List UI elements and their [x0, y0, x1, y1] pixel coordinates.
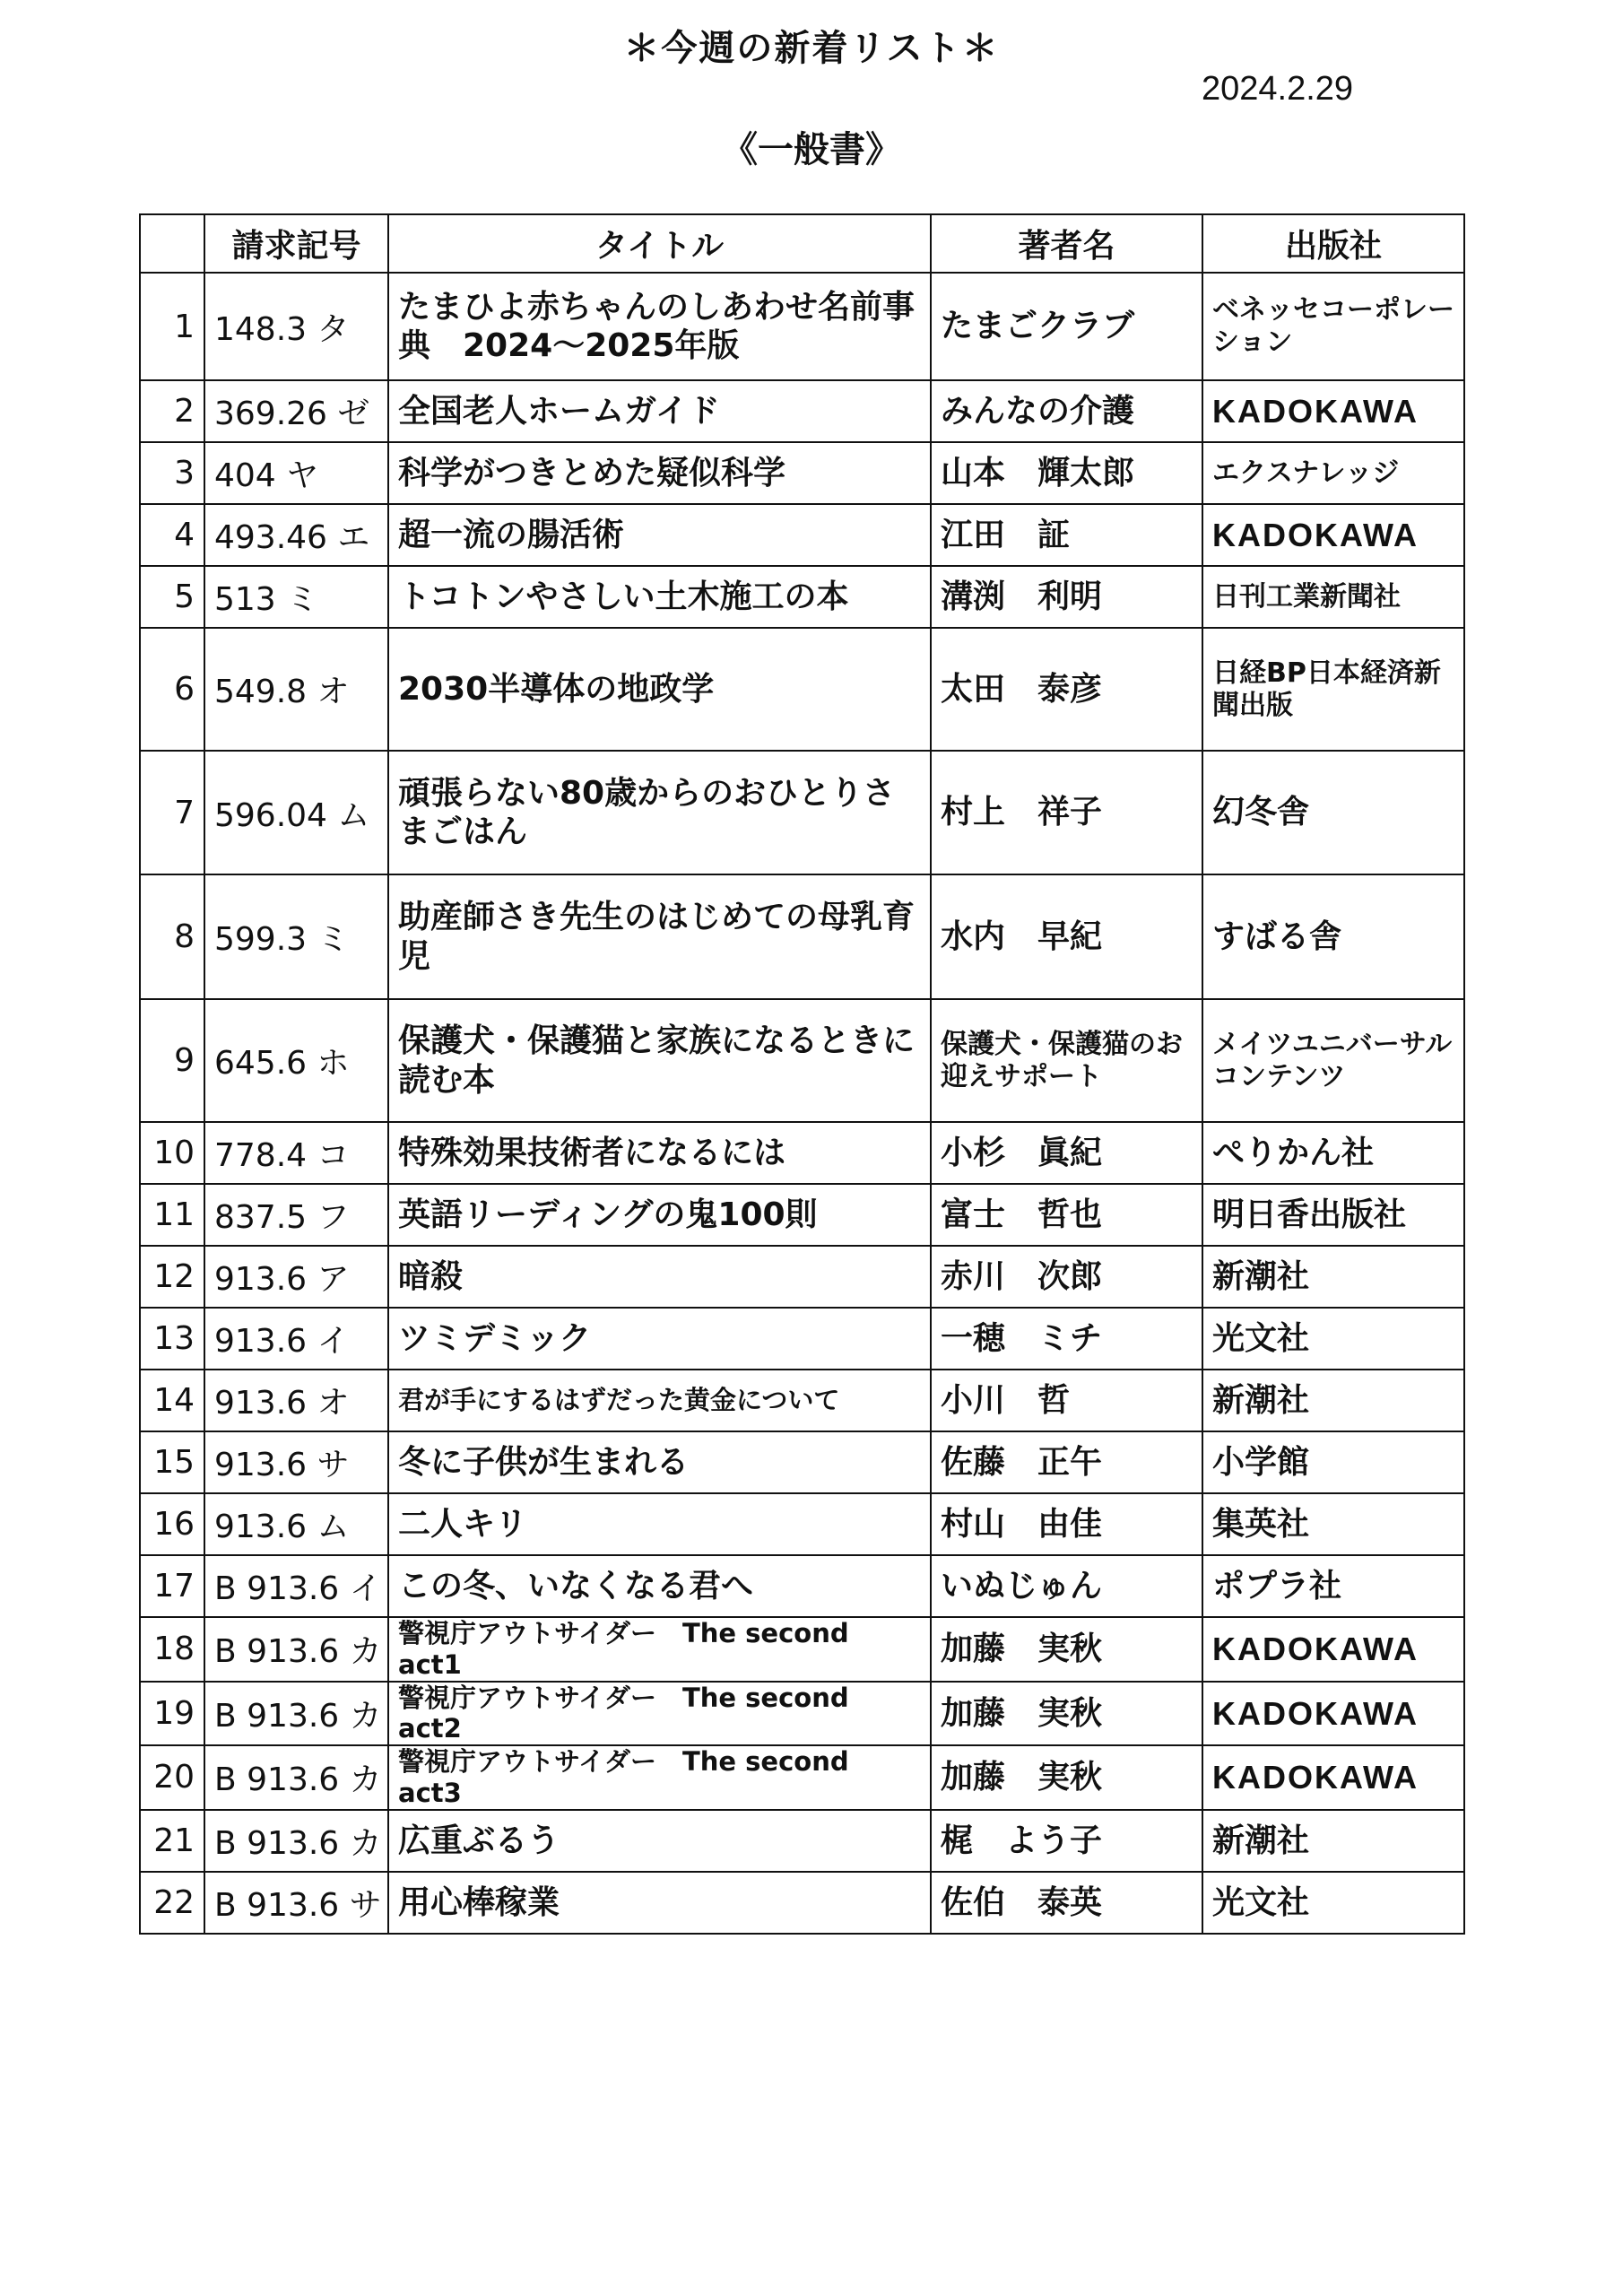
- publisher-name: ポプラ社: [1202, 1555, 1464, 1617]
- book-title: 全国老人ホームガイド: [388, 380, 931, 442]
- row-number: 22: [140, 1872, 204, 1934]
- publisher-name: KADOKAWA: [1202, 380, 1464, 442]
- table-row: [140, 1872, 1464, 1934]
- publisher-name: 新潮社: [1202, 1370, 1464, 1431]
- call-number: 837.5 フ: [204, 1184, 388, 1246]
- table-row: [140, 751, 1464, 874]
- call-number: B 913.6 カ: [204, 1682, 388, 1746]
- author-name: 加藤 実秋: [931, 1617, 1202, 1682]
- table-header-row: [140, 214, 1464, 273]
- call-number: 913.6 ム: [204, 1493, 388, 1555]
- row-number: 16: [140, 1493, 204, 1555]
- publisher-name: KADOKAWA: [1202, 1745, 1464, 1810]
- row-number: 14: [140, 1370, 204, 1431]
- publisher-name: 光文社: [1202, 1308, 1464, 1370]
- row-number: 15: [140, 1431, 204, 1493]
- author-name: 佐藤 正午: [931, 1431, 1202, 1493]
- author-name: 佐伯 泰英: [931, 1872, 1202, 1934]
- row-number: 11: [140, 1184, 204, 1246]
- call-number: B 913.6 サ: [204, 1872, 388, 1934]
- book-title: 君が手にするはずだった黄金について: [388, 1370, 931, 1431]
- book-title: 暗殺: [388, 1246, 931, 1308]
- table-row: [140, 566, 1464, 628]
- book-title: トコトンやさしい土木施工の本: [388, 566, 931, 628]
- call-number: 148.3 タ: [204, 273, 388, 380]
- publisher-name: 小学館: [1202, 1431, 1464, 1493]
- book-title: 保護犬・保護猫と家族になるときに読む本: [388, 999, 931, 1122]
- publisher-name: KADOKAWA: [1202, 504, 1464, 566]
- publisher-name: 日刊工業新聞社: [1202, 566, 1464, 628]
- book-title: 超一流の腸活術: [388, 504, 931, 566]
- row-number: 19: [140, 1682, 204, 1746]
- call-number: 513 ミ: [204, 566, 388, 628]
- call-number: B 913.6 カ: [204, 1617, 388, 1682]
- table-row: [140, 273, 1464, 380]
- call-number: 645.6 ホ: [204, 999, 388, 1122]
- new-arrivals-table: [139, 213, 1465, 1935]
- author-name: 一穂 ミチ: [931, 1308, 1202, 1370]
- author-name: いぬじゅん: [931, 1555, 1202, 1617]
- author-name: 富士 哲也: [931, 1184, 1202, 1246]
- row-number: 17: [140, 1555, 204, 1617]
- column-header-publisher: 出版社: [1202, 214, 1464, 273]
- author-name: 赤川 次郎: [931, 1246, 1202, 1308]
- table-row: [140, 442, 1464, 504]
- book-title: 科学がつきとめた疑似科学: [388, 442, 931, 504]
- book-title: 特殊効果技術者になるには: [388, 1122, 931, 1184]
- book-title: 二人キリ: [388, 1493, 931, 1555]
- table-row: [140, 1308, 1464, 1370]
- publisher-name: 幻冬舎: [1202, 751, 1464, 874]
- book-title: 2030半導体の地政学: [388, 628, 931, 751]
- call-number: 404 ヤ: [204, 442, 388, 504]
- publisher-name: ベネッセコーポレーション: [1202, 273, 1464, 380]
- book-title: 警視庁アウトサイダー The second act1: [388, 1617, 931, 1682]
- publisher-name: エクスナレッジ: [1202, 442, 1464, 504]
- call-number: 913.6 ア: [204, 1246, 388, 1308]
- author-name: 加藤 実秋: [931, 1745, 1202, 1810]
- table-row: [140, 504, 1464, 566]
- call-number: B 913.6 イ: [204, 1555, 388, 1617]
- row-number: 12: [140, 1246, 204, 1308]
- publisher-name: 光文社: [1202, 1872, 1464, 1934]
- column-header-no: [140, 214, 204, 273]
- row-number: 21: [140, 1810, 204, 1872]
- book-title: この冬、いなくなる君へ: [388, 1555, 931, 1617]
- call-number: 913.6 イ: [204, 1308, 388, 1370]
- table-row: [140, 874, 1464, 999]
- table-row: [140, 1493, 1464, 1555]
- table-row: [140, 1682, 1464, 1746]
- column-header-call-number: 請求記号: [204, 214, 388, 273]
- publisher-name: KADOKAWA: [1202, 1682, 1464, 1746]
- publisher-name: 明日香出版社: [1202, 1184, 1464, 1246]
- column-header-title: タイトル: [388, 214, 931, 273]
- row-number: 4: [140, 504, 204, 566]
- publisher-name: 新潮社: [1202, 1246, 1464, 1308]
- table-row: [140, 1431, 1464, 1493]
- book-title: 助産師さき先生のはじめての母乳育児: [388, 874, 931, 999]
- table-row: [140, 999, 1464, 1122]
- page-title: ＊今週の新着リスト＊: [623, 28, 1000, 69]
- row-number: 2: [140, 380, 204, 442]
- book-title: たまひよ赤ちゃんのしあわせ名前事典 2024～2025年版: [388, 273, 931, 380]
- table-row: [140, 1184, 1464, 1246]
- call-number: 913.6 サ: [204, 1431, 388, 1493]
- author-name: たまごクラブ: [931, 273, 1202, 380]
- column-header-author: 著者名: [931, 214, 1202, 273]
- call-number: 549.8 オ: [204, 628, 388, 751]
- table-row: [140, 380, 1464, 442]
- table-row: [140, 1810, 1464, 1872]
- list-date: 2024.2.29: [1202, 70, 1354, 108]
- row-number: 10: [140, 1122, 204, 1184]
- row-number: 13: [140, 1308, 204, 1370]
- row-number: 8: [140, 874, 204, 999]
- book-title: 頑張らない80歳からのおひとりさまごはん: [388, 751, 931, 874]
- row-number: 18: [140, 1617, 204, 1682]
- publisher-name: メイツユニバーサルコンテンツ: [1202, 999, 1464, 1122]
- author-name: 村山 由佳: [931, 1493, 1202, 1555]
- row-number: 5: [140, 566, 204, 628]
- author-name: 梶 よう子: [931, 1810, 1202, 1872]
- author-name: 保護犬・保護猫のお迎えサポート: [931, 999, 1202, 1122]
- row-number: 6: [140, 628, 204, 751]
- call-number: 596.04 ム: [204, 751, 388, 874]
- table-row: [140, 1370, 1464, 1431]
- table-row: [140, 1246, 1464, 1308]
- publisher-name: 日経BP日本経済新聞出版: [1202, 628, 1464, 751]
- author-name: みんなの介護: [931, 380, 1202, 442]
- table-row: [140, 1122, 1464, 1184]
- publisher-name: ぺりかん社: [1202, 1122, 1464, 1184]
- author-name: 水内 早紀: [931, 874, 1202, 999]
- author-name: 山本 輝太郎: [931, 442, 1202, 504]
- table-row: [140, 1745, 1464, 1810]
- row-number: 7: [140, 751, 204, 874]
- book-title: 警視庁アウトサイダー The second act3: [388, 1745, 931, 1810]
- author-name: 小杉 眞紀: [931, 1122, 1202, 1184]
- publisher-name: 新潮社: [1202, 1810, 1464, 1872]
- row-number: 9: [140, 999, 204, 1122]
- author-name: 江田 証: [931, 504, 1202, 566]
- row-number: 1: [140, 273, 204, 380]
- book-title: 冬に子供が生まれる: [388, 1431, 931, 1493]
- book-title: 英語リーディングの鬼100則: [388, 1184, 931, 1246]
- table-row: [140, 628, 1464, 751]
- author-name: 加藤 実秋: [931, 1682, 1202, 1746]
- call-number: 493.46 エ: [204, 504, 388, 566]
- publisher-name: すばる舎: [1202, 874, 1464, 999]
- publisher-name: KADOKAWA: [1202, 1617, 1464, 1682]
- author-name: 村上 祥子: [931, 751, 1202, 874]
- call-number: 778.4 コ: [204, 1122, 388, 1184]
- author-name: 太田 泰彦: [931, 628, 1202, 751]
- book-title: 警視庁アウトサイダー The second act2: [388, 1682, 931, 1746]
- book-title: 用心棒稼業: [388, 1872, 931, 1934]
- call-number: 599.3 ミ: [204, 874, 388, 999]
- call-number: B 913.6 カ: [204, 1810, 388, 1872]
- table-row: [140, 1617, 1464, 1682]
- row-number: 3: [140, 442, 204, 504]
- author-name: 溝渕 利明: [931, 566, 1202, 628]
- call-number: 369.26 ゼ: [204, 380, 388, 442]
- row-number: 20: [140, 1745, 204, 1810]
- call-number: B 913.6 カ: [204, 1745, 388, 1810]
- book-title: ツミデミック: [388, 1308, 931, 1370]
- call-number: 913.6 オ: [204, 1370, 388, 1431]
- author-name: 小川 哲: [931, 1370, 1202, 1431]
- book-title: 広重ぶるう: [388, 1810, 931, 1872]
- table-row: [140, 1555, 1464, 1617]
- publisher-name: 集英社: [1202, 1493, 1464, 1555]
- section-heading: 《一般書》: [722, 129, 901, 170]
